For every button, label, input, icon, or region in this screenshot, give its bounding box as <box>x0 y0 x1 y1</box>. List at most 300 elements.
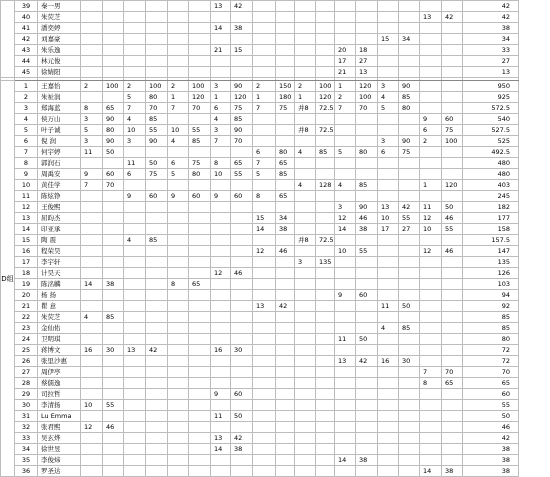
score-cell <box>378 45 399 56</box>
rank-cell: 40 <box>15 12 38 23</box>
score-cell: 13 <box>335 356 356 367</box>
score-cell: 9 <box>81 169 103 180</box>
score-cell <box>276 433 295 444</box>
score-cell <box>189 334 211 345</box>
player-name-cell: Lu Emma <box>38 411 81 422</box>
score-cell <box>81 466 103 477</box>
score-cell <box>378 290 399 301</box>
score-cell <box>231 312 253 323</box>
score-cell: 10 <box>378 213 399 224</box>
player-name-cell: 印亚承 <box>38 224 81 235</box>
score-cell <box>316 23 335 34</box>
score-cell: 5 <box>81 125 103 136</box>
score-cell <box>276 268 295 279</box>
score-cell <box>189 323 211 334</box>
score-cell: 3 <box>81 114 103 125</box>
score-cell <box>442 81 463 92</box>
score-cell: 60 <box>231 191 253 202</box>
score-cell <box>420 455 442 466</box>
score-cell <box>356 235 378 246</box>
score-cell <box>420 158 442 169</box>
score-cell: 11 <box>81 147 103 158</box>
score-cell <box>316 378 335 389</box>
score-cell <box>146 367 168 378</box>
player-name-cell: 杨 扬 <box>38 290 81 301</box>
score-cell <box>356 378 378 389</box>
score-cell <box>378 422 399 433</box>
score-cell <box>276 12 295 23</box>
score-cell <box>168 323 189 334</box>
score-cell: 15 <box>231 45 253 56</box>
score-cell <box>189 147 211 158</box>
player-name-cell: 陈炫铮 <box>38 191 81 202</box>
score-cell: 55 <box>146 125 168 136</box>
score-cell: 8 <box>211 158 231 169</box>
score-cell: 20 <box>335 45 356 56</box>
score-cell <box>335 301 356 312</box>
score-cell <box>335 389 356 400</box>
score-cell <box>103 45 124 56</box>
player-name-cell: 黄佳学 <box>38 180 81 191</box>
score-cell: 10 <box>335 246 356 257</box>
table-row <box>1 202 519 213</box>
player-name-cell: 张君熙 <box>38 422 81 433</box>
score-cell: 18 <box>356 45 378 56</box>
score-cell <box>276 334 295 345</box>
player-name-cell: 朱荧芝 <box>38 312 81 323</box>
score-cell <box>442 169 463 180</box>
score-cell <box>442 400 463 411</box>
score-cell <box>316 290 335 301</box>
score-cell: 100 <box>442 136 463 147</box>
score-cell <box>335 400 356 411</box>
score-cell: 2 <box>420 136 442 147</box>
score-cell: 10 <box>81 400 103 411</box>
score-cell <box>378 56 399 67</box>
score-cell <box>420 147 442 158</box>
score-cell: 60 <box>146 191 168 202</box>
score-cell <box>189 422 211 433</box>
score-cell <box>103 411 124 422</box>
score-cell <box>316 444 335 455</box>
score-cell: 80 <box>356 147 378 158</box>
score-cell: 72.5 <box>316 125 335 136</box>
score-cell <box>276 367 295 378</box>
score-cell <box>231 301 253 312</box>
score-cell <box>189 433 211 444</box>
score-cell: 4 <box>211 114 231 125</box>
score-cell: 42 <box>356 356 378 367</box>
score-cell <box>253 136 276 147</box>
score-cell <box>81 323 103 334</box>
score-cell <box>356 345 378 356</box>
score-cell <box>146 455 168 466</box>
score-cell <box>356 257 378 268</box>
table-row <box>1 411 519 422</box>
total-cell: 92 <box>463 301 519 312</box>
score-cell <box>103 23 124 34</box>
total-cell: 42 <box>463 433 519 444</box>
score-cell <box>442 235 463 246</box>
score-cell <box>168 290 189 301</box>
score-cell <box>420 92 442 103</box>
score-cell: 42 <box>442 12 463 23</box>
score-cell: 34 <box>399 34 420 45</box>
score-cell <box>295 411 316 422</box>
score-cell: 11 <box>335 334 356 345</box>
score-cell <box>124 455 146 466</box>
score-cell <box>335 191 356 202</box>
score-cell: 65 <box>276 191 295 202</box>
table-row <box>1 400 519 411</box>
score-cell <box>335 444 356 455</box>
score-cell <box>378 411 399 422</box>
score-cell <box>420 433 442 444</box>
table-row <box>1 23 519 34</box>
score-cell <box>335 279 356 290</box>
score-cell: 9 <box>211 389 231 400</box>
score-cell <box>420 279 442 290</box>
score-cell <box>335 136 356 147</box>
score-cell: 2 <box>335 92 356 103</box>
score-cell <box>168 268 189 279</box>
score-cell <box>189 23 211 34</box>
score-cell: 13 <box>356 67 378 78</box>
player-name-cell: 吴玄烨 <box>38 433 81 444</box>
player-name-cell: 徐婧阳 <box>38 67 81 78</box>
score-cell <box>442 67 463 78</box>
score-cell: 85 <box>146 114 168 125</box>
score-cell: 7 <box>253 103 276 114</box>
score-cell <box>420 301 442 312</box>
player-name-cell: 王嘉怡 <box>38 81 81 92</box>
score-cell <box>189 1 211 12</box>
score-cell <box>335 268 356 279</box>
score-cell <box>442 257 463 268</box>
player-name-cell: 潘奕婷 <box>38 23 81 34</box>
score-cell <box>189 67 211 78</box>
score-cell <box>168 147 189 158</box>
player-name-cell: 卫明琪 <box>38 334 81 345</box>
table-row <box>1 378 519 389</box>
score-cell <box>103 246 124 257</box>
score-cell: 85 <box>316 147 335 158</box>
score-cell: 75 <box>231 103 253 114</box>
rank-cell: 12 <box>15 202 38 213</box>
score-cell: 100 <box>189 81 211 92</box>
score-cell <box>124 67 146 78</box>
score-cell <box>295 301 316 312</box>
score-cell <box>124 246 146 257</box>
score-cell: 90 <box>231 81 253 92</box>
score-cell: 5 <box>168 169 189 180</box>
total-cell: 157.5 <box>463 235 519 246</box>
table-row <box>1 279 519 290</box>
score-cell <box>81 411 103 422</box>
score-cell <box>81 191 103 202</box>
score-cell <box>103 56 124 67</box>
player-name-cell: 陶 震 <box>38 235 81 246</box>
score-cell <box>168 400 189 411</box>
total-cell: 27 <box>463 56 519 67</box>
score-cell <box>335 169 356 180</box>
score-cell <box>295 246 316 257</box>
score-cell <box>81 12 103 23</box>
rank-cell: 16 <box>15 246 38 257</box>
score-cell <box>316 136 335 147</box>
score-cell <box>103 334 124 345</box>
score-cell: 17 <box>335 56 356 67</box>
score-cell <box>276 422 295 433</box>
score-cell <box>420 290 442 301</box>
score-cell <box>103 389 124 400</box>
score-cell: 50 <box>146 158 168 169</box>
score-cell <box>231 202 253 213</box>
score-cell: 7 <box>168 103 189 114</box>
score-cell <box>231 400 253 411</box>
score-cell <box>399 367 420 378</box>
score-cell: 50 <box>231 411 253 422</box>
table-row <box>1 136 519 147</box>
score-cell: 90 <box>103 136 124 147</box>
score-cell: 5 <box>335 147 356 158</box>
score-cell <box>253 67 276 78</box>
score-cell <box>276 202 295 213</box>
player-name-cell: 李俊炜 <box>38 455 81 466</box>
total-cell: 103 <box>463 279 519 290</box>
score-cell: 8 <box>253 191 276 202</box>
score-cell <box>420 67 442 78</box>
score-cell <box>81 235 103 246</box>
score-cell <box>295 1 316 12</box>
score-cell <box>335 257 356 268</box>
score-cell: 10 <box>124 125 146 136</box>
score-cell <box>399 45 420 56</box>
score-cell <box>356 158 378 169</box>
total-cell: 925 <box>463 92 519 103</box>
total-cell: 527.5 <box>463 125 519 136</box>
total-cell: 572.5 <box>463 103 519 114</box>
score-cell: 90 <box>399 81 420 92</box>
score-cell: 5 <box>124 92 146 103</box>
score-cell <box>356 279 378 290</box>
score-cell <box>168 224 189 235</box>
score-cell <box>103 92 124 103</box>
score-cell <box>124 334 146 345</box>
rank-cell: 35 <box>15 455 38 466</box>
total-cell: 33 <box>463 45 519 56</box>
score-cell: 85 <box>189 136 211 147</box>
score-cell <box>356 400 378 411</box>
score-cell <box>168 114 189 125</box>
score-cell <box>335 235 356 246</box>
score-cell <box>356 411 378 422</box>
score-cell <box>276 389 295 400</box>
score-cell <box>399 235 420 246</box>
score-cell: 1 <box>168 92 189 103</box>
score-cell: 并8 <box>295 235 316 246</box>
score-cell <box>103 191 124 202</box>
score-cell: 15 <box>253 213 276 224</box>
score-cell <box>276 378 295 389</box>
score-cell <box>81 367 103 378</box>
score-cell <box>168 356 189 367</box>
score-cell: 85 <box>356 180 378 191</box>
score-cell <box>253 466 276 477</box>
score-cell <box>420 411 442 422</box>
total-cell: 70 <box>463 367 519 378</box>
score-cell <box>231 235 253 246</box>
score-cell <box>189 290 211 301</box>
score-cell: 4 <box>378 92 399 103</box>
score-cell <box>146 433 168 444</box>
score-cell <box>231 224 253 235</box>
score-cell <box>399 12 420 23</box>
score-cell: 10 <box>420 224 442 235</box>
score-cell <box>276 45 295 56</box>
score-cell <box>103 202 124 213</box>
score-cell <box>378 235 399 246</box>
score-cell <box>81 378 103 389</box>
score-cell <box>316 1 335 12</box>
score-cell <box>189 213 211 224</box>
score-cell: 9 <box>168 191 189 202</box>
score-cell <box>378 389 399 400</box>
score-cell <box>81 67 103 78</box>
table-row <box>1 224 519 235</box>
score-cell <box>189 301 211 312</box>
total-cell: 38 <box>463 455 519 466</box>
score-cell: 4 <box>295 180 316 191</box>
score-cell <box>189 34 211 45</box>
score-cell <box>316 356 335 367</box>
score-cell: 120 <box>442 180 463 191</box>
player-name-cell: 计昊天 <box>38 268 81 279</box>
score-cell <box>211 378 231 389</box>
score-cell <box>378 378 399 389</box>
score-cell <box>442 290 463 301</box>
score-cell: 3 <box>81 136 103 147</box>
score-cell: 38 <box>231 444 253 455</box>
table-row <box>1 257 519 268</box>
score-cell: 55 <box>356 246 378 257</box>
score-cell <box>442 356 463 367</box>
table-row <box>1 114 519 125</box>
table-row <box>1 301 519 312</box>
score-cell <box>356 125 378 136</box>
score-cell: 100 <box>316 81 335 92</box>
score-cell: 38 <box>231 23 253 34</box>
score-cell <box>103 67 124 78</box>
score-cell: 7 <box>335 103 356 114</box>
score-cell <box>253 367 276 378</box>
score-cell: 70 <box>103 180 124 191</box>
score-cell: 90 <box>103 114 124 125</box>
table-row <box>1 235 519 246</box>
score-cell: 70 <box>146 103 168 114</box>
score-cell: 3 <box>211 81 231 92</box>
score-cell: 3 <box>211 125 231 136</box>
score-cell <box>231 290 253 301</box>
score-cell <box>189 356 211 367</box>
score-cell <box>399 169 420 180</box>
score-cell <box>399 56 420 67</box>
rank-cell: 24 <box>15 334 38 345</box>
score-cell: 8 <box>420 378 442 389</box>
score-cell <box>316 389 335 400</box>
score-cell <box>276 356 295 367</box>
rank-cell: 41 <box>15 23 38 34</box>
score-cell <box>146 213 168 224</box>
total-cell: 147 <box>463 246 519 257</box>
rank-cell: 14 <box>15 224 38 235</box>
player-name-cell: 周禹安 <box>38 169 81 180</box>
score-cell <box>378 400 399 411</box>
score-cell <box>335 433 356 444</box>
score-cell <box>399 191 420 202</box>
score-cell <box>399 114 420 125</box>
score-cell <box>356 389 378 400</box>
table-row <box>1 433 519 444</box>
score-cell <box>189 411 211 422</box>
score-cell <box>420 422 442 433</box>
score-cell <box>168 1 189 12</box>
score-cell <box>276 180 295 191</box>
score-cell: 50 <box>442 202 463 213</box>
score-cell: 100 <box>146 81 168 92</box>
score-cell: 80 <box>103 125 124 136</box>
score-cell <box>378 114 399 125</box>
score-cell <box>211 213 231 224</box>
score-cell <box>231 422 253 433</box>
score-cell <box>146 12 168 23</box>
score-cell <box>81 34 103 45</box>
player-name-cell: 林元俊 <box>38 56 81 67</box>
score-cell <box>103 455 124 466</box>
score-cell: 15 <box>378 34 399 45</box>
score-cell <box>146 246 168 257</box>
score-cell <box>211 12 231 23</box>
score-cell <box>211 312 231 323</box>
score-cell: 72.5 <box>316 235 335 246</box>
score-cell <box>420 444 442 455</box>
score-cell: 12 <box>420 213 442 224</box>
total-cell: 177 <box>463 213 519 224</box>
score-cell <box>420 169 442 180</box>
table-row <box>1 191 519 202</box>
score-cell <box>316 411 335 422</box>
rank-cell: 13 <box>15 213 38 224</box>
score-cell: 80 <box>399 103 420 114</box>
score-cell: 4 <box>295 147 316 158</box>
score-cell <box>335 1 356 12</box>
score-cell <box>168 312 189 323</box>
rank-cell: 8 <box>15 158 38 169</box>
score-cell: 2 <box>124 81 146 92</box>
score-cell <box>189 378 211 389</box>
score-cell: 12 <box>81 422 103 433</box>
score-cell <box>231 323 253 334</box>
score-cell: 55 <box>103 400 124 411</box>
score-cell: 70 <box>231 136 253 147</box>
table-row <box>1 246 519 257</box>
score-cell <box>146 1 168 12</box>
score-cell: 并8 <box>295 103 316 114</box>
rank-cell: 45 <box>15 67 38 78</box>
score-cell <box>168 345 189 356</box>
score-cell <box>442 301 463 312</box>
score-cell <box>295 389 316 400</box>
